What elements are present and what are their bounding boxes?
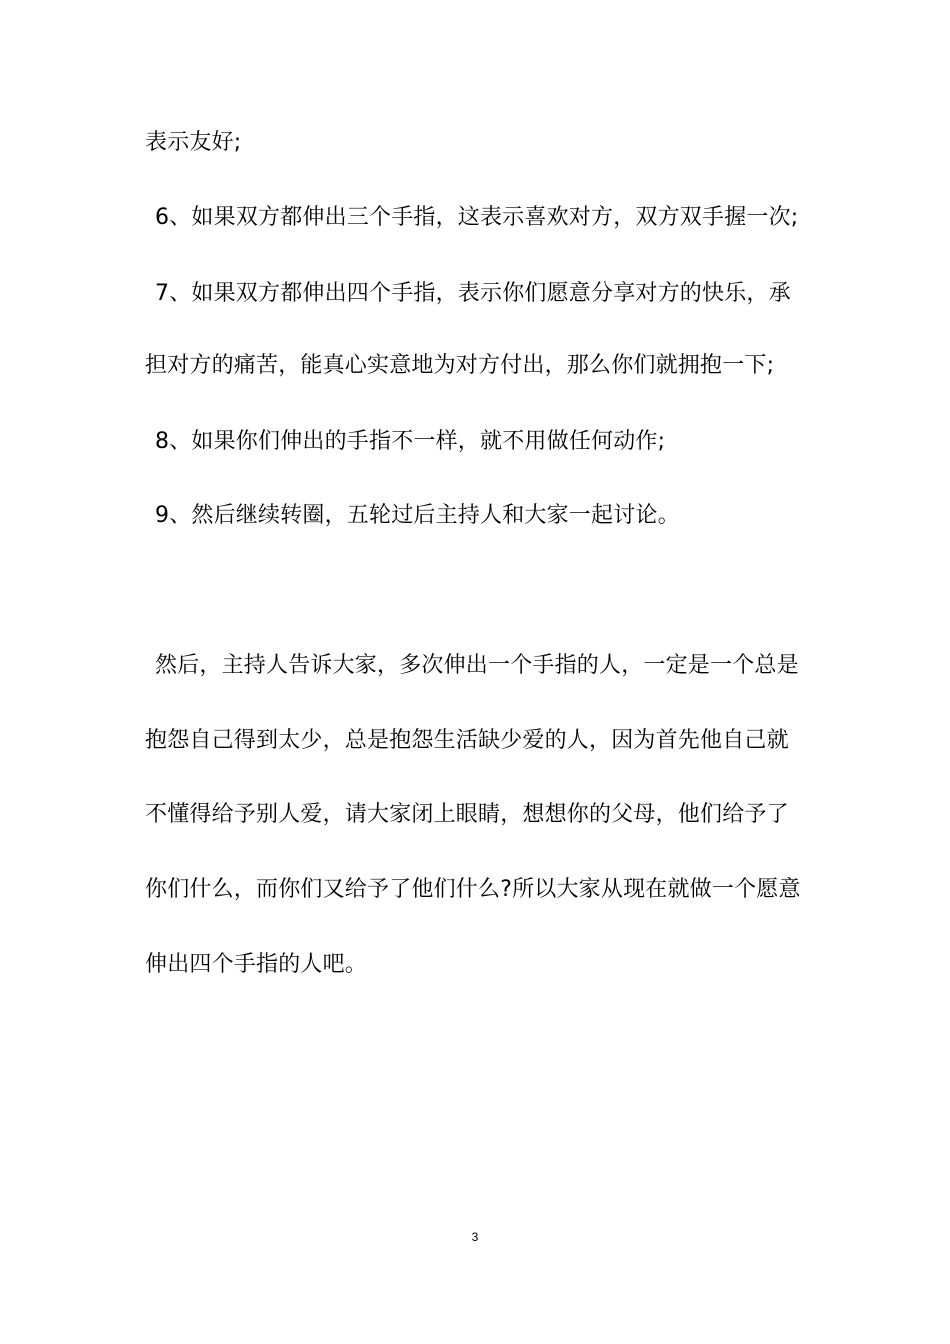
paragraph-line-3: 不懂得给予别人爱，请大家闭上眼睛，想想你的父母，他们给予了	[145, 802, 789, 827]
page-number: 3	[471, 1230, 479, 1244]
paragraph-line-5: 伸出四个手指的人吧。	[145, 952, 368, 977]
list-item-7-continued: 担对方的痛苦，能真心实意地为对方付出，那么你们就拥抱一下;	[145, 353, 775, 378]
list-item-8: 8、如果你们伸出的手指不一样，就不用做任何动作;	[155, 429, 666, 454]
list-item-7: 7、如果双方都伸出四个手指，表示你们愿意分享对方的快乐，承	[155, 281, 791, 306]
paragraph-line-4: 你们什么，而你们又给予了他们什么?所以大家从现在就做一个愿意	[145, 877, 801, 902]
list-item-6: 6、如果双方都伸出三个手指，这表示喜欢对方，双方双手握一次;	[155, 205, 799, 230]
list-item-9: 9、然后继续转圈，五轮过后主持人和大家一起讨论。	[155, 503, 680, 528]
paragraph-line-1: 然后，主持人告诉大家，多次伸出一个手指的人，一定是一个总是	[155, 653, 799, 678]
text-line-1: 表示友好;	[145, 130, 242, 155]
paragraph-line-2: 抱怨自己得到太少，总是抱怨生活缺少爱的人，因为首先他自己就	[145, 728, 789, 753]
